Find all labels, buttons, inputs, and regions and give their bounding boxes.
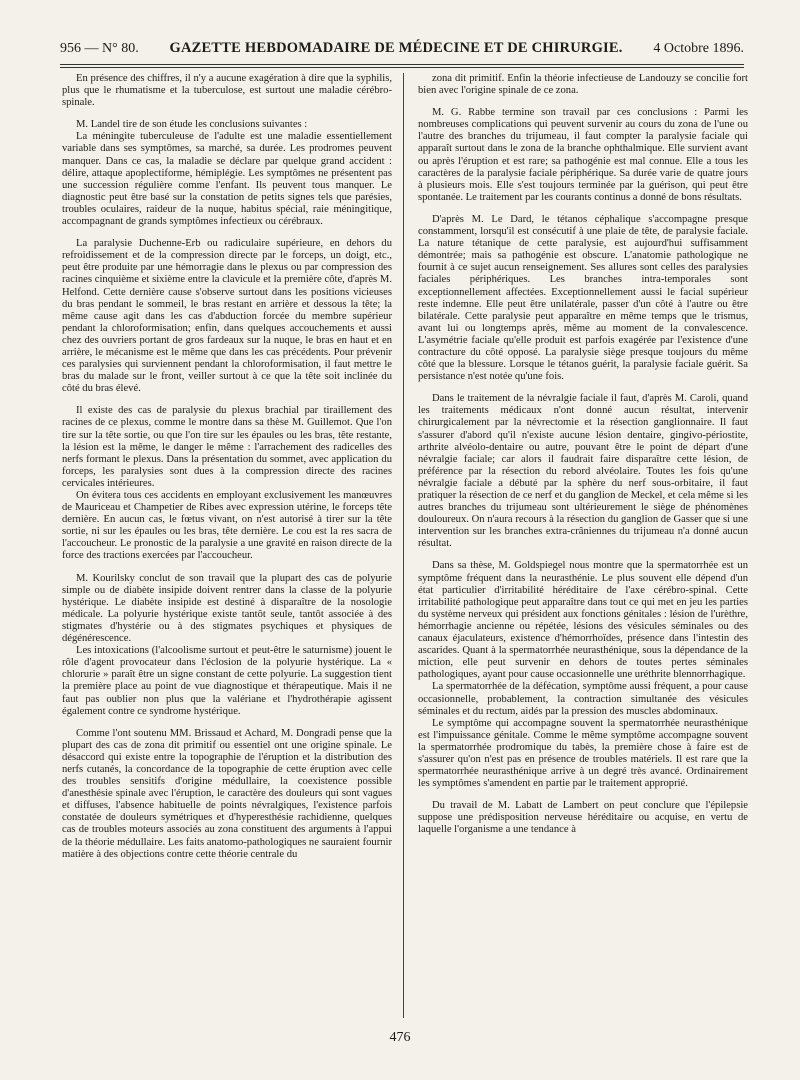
paragraph: zona dit primitif. Enfin la théorie infectieuse de Landouzy se concilie fort bien avec l'origine spinale de ce zona. (418, 73, 748, 97)
paragraph: En présence des chiffres, il n'y a aucune exagération à dire que la syphilis, plus que le rhumatisme et la tuberculose, est surtout une maladie cérébro-spinale. (62, 73, 392, 109)
paragraph: On évitera tous ces accidents en employant exclusivement les manœuvres de Mauriceau et Champetier de Ribes avec expression utérine, le forceps tête dernière. En aucun cas, le fœtus vivant, on n'est autorisé à tirer sur la tête sortie, ni sur les épaules ou les bras, tête dernière. Le cou est la res sacra de l'accoucheur. Le pronostic de la paralysie a une gravité en raison directe de la force des tractions exercées par l'accoucheur. (62, 490, 392, 562)
running-header (60, 40, 744, 62)
header-rule-bottom (60, 67, 744, 68)
paragraph: La paralysie Duchenne-Erb ou radiculaire supérieure, en dehors du refroidissement et de la compression directe par le forceps, un doigt, etc., peut être produite par une hémorragie dans le plexus ou par compression des racines cinquième et sixième entre la clavicule et la première côte, d'après M. Helfond. Cette dernière cause s'observe surtout dans les positions vicieuses du bras pendant le sommeil, le bras restant en arrière et dessous la tête; la même cause agit dans les cas d'abduction forcée du membre supérieur pendant la chloroformisation; enfin, dans quelques accouchements et aussi chez des ouvriers portant de gros fardeaux sur la nuque, le bras en haut et en arrière, le mécanisme est le même que dans les cas précédents. Pour prévenir ces paralysies qui surviennent pendant la chloroformisation, il faut mettre le bras du malade sur le front, veiller surtout à ce que la tête soit inclinée du côté du bras élevé. (62, 238, 392, 395)
header-rule-top (60, 64, 744, 65)
issue-date: 4 Octobre 1896. (653, 41, 744, 56)
paragraph: Dans le traitement de la névralgie faciale il faut, d'après M. Caroli, quand les traitements médicaux n'ont donné aucun résultat, intervenir chirurgicalement par la névrectomie et la résection ganglionnaire. Il faut s'assurer d'abord qu'il n'existe aucune lésion dentaire, gingivo-périostite, arthrite alvéolo-dentaire ou autre, pouvant être le point de départ d'une névralgie faciale; car alors il faudrait faire disparaître cette lésion, de préférence par la résection du rebord alvéolaire. Toutes les fois qu'une névralgie faciale a débuté par la sphère du nerf sous-orbitaire, il faut pratiquer la résection de ce nerf et du ganglion de Meckel, et cela même si les autres branches du trijumeau sont ultérieurement le siège de phénomènes douloureux. On n'aura recours à la résection du ganglion de Gasser que si une intervention sur les branches extra-crâniennes du trijumeau n'a donné aucun résultat. (418, 393, 748, 550)
paragraph: Comme l'ont soutenu MM. Brissaud et Achard, M. Dongradi pense que la plupart des cas de zona dit primitif ou essentiel ont une origine spinale. Le désaccord qui existe entre la topographie de l'éruption et la distribution des nerfs cutanés, la concordance de la topographie de cette éruption avec celle des troubles sensitifs d'origine médullaire, la coexistence possible d'anesthésie spinale avec l'éruption, le caractère des douleurs qui sont vagues et diffuses, l'absence habituelle de points névralgiques, l'existence parfois constatée de douleurs symétriques et d'hyperesthésie rachidienne, quelques cas de troubles moteurs associés au zona constituent des arguments à l'appui de la théorie médullaire. Les faits anatomo-pathologiques ne sauraient fournir matière à des objections contre cette théorie centrale du (62, 727, 392, 860)
column-divider (403, 73, 404, 1018)
paragraph: Le symptôme qui accompagne souvent la spermatorrhée neurasthénique est l'impuissance génitale. Comme le même symptôme accompagne souvent la spermatorrhée prodromique du tabès, la première chose à faire est de s'assurer qu'on n'est pas en présence de troubles matériels. Il est rare que la spermatorrhée neurasthénique arrive à un degré très avancé. Ordinairement les symptômes s'amendent en partie par le traitement approprié. (418, 717, 748, 790)
page-number-header: 956 — N° 80. (60, 41, 139, 56)
paragraph: M. Landel tire de son étude les conclusions suivantes : (76, 119, 308, 131)
left-column (62, 73, 392, 1018)
paragraph: Il existe des cas de paralysie du plexus brachial par tiraillement des racines de ce plexus, comme le montre dans sa thèse M. Guillemot. Que l'on tire sur la tête sortie, ou que l'on tire sur les épaules ou les bras, tête restante, la lésion est la même, le danger le même : l'arrachement des radicelles des nerfs formant le plexus. Dans la présentation du sommet, avec application du forceps, les paralysies sont dues à la compression directe des racines cervicales intérieures. (62, 405, 392, 489)
paragraph: M. G. Rabbe termine son travail par ces conclusions : Parmi les nombreuses complications qui peuvent survenir au cours du zona de l'une ou l'autre des branches du trijumeau, il faut compter la paralysie faciale qui apparaît surtout dans le zona de la branche ophthalmique. Elle survient avant ou après l'éruption et est rare; sa pathogénie est mal connue. Elle a tous les caractères de la paralysie faciale périphérique. Sa durée varie de quatre jours à plusieurs mois. Elle s'est toujours terminée par la guérison, qui peut être spontanée. Le traitement par les courants continus a donné de bons résultats. (418, 107, 748, 203)
right-column (418, 73, 748, 1018)
page-number: 476 (389, 1030, 411, 1045)
paragraph: Les intoxications (l'alcoolisme surtout et peut-être le saturnisme) jouent le rôle d'agent provocateur dans l'éclosion de la polyurie hystérique. La « chlorurie » paraît être un signe constant de cette polyurie. La suggestion tient la première place au point de vue diagnostique et thérapeutique. Mais il ne faut pas oublier non plus que la valériane et l'hydrothérapie agissent également contre ce syndrome hystérique. (62, 645, 392, 717)
paragraph: La spermatorrhée de la défécation, symptôme aussi fréquent, a pour cause occasionnelle, probablement, la contraction simultanée des vésicules séminales et du rectum, aidés par la pression des muscles abdominaux. (418, 681, 748, 717)
paragraph: M. Kourilsky conclut de son travail que la plupart des cas de polyurie simple ou de diabète insipide doivent rentrer dans la classe de la polyurie hystérique. Le diabète insipide est destiné à disparaître de la nosologie médicale. La polyurie hystérique existe tantôt seule, tantôt associée à des stigmates d'hystérie ou à des stigmates psychiques et physiques de dégénérescence. (62, 572, 392, 645)
journal-title: GAZETTE HEBDOMADAIRE DE MÉDECINE ET DE CHIRURGIE. (169, 40, 623, 56)
paragraph: D'après M. Le Dard, le tétanos céphalique s'accompagne presque constamment, lorsqu'il est consécutif à une plaie de tête, de paralysie faciale. La nature tétanique de cette paralysie, est aujourd'hui suffisamment démontrée; mais sa pathogénie est obscure. L'anatomie pathologique ne fournit à ce sujet aucun renseignement. Ses allures sont celles des paralysies faciales périphériques. Les branches intra-temporales sont exceptionnellement affectées. Exceptionnellement aussi le facial supérieur reste indemne. Elle peut être unilatérale, passer d'un côté à l'autre ou être bilatérale. Cette paralysie peut apparaître en même temps que le trismus, avant lui ou longtemps après, même au moment de la convalescence. L'asymétrie faciale qu'elle produit est parfois exagérée par l'existence d'une contracture du côté opposé. La paralysie siège presque toujours du même côté que la blessure. Lorsque le tétanos guérit, la paralysie faciale guérit. Sa persistance n'est notée qu'une fois. (418, 213, 748, 383)
paragraph: Du travail de M. Labatt de Lambert on peut conclure que l'épilepsie suppose une prédisposition nerveuse héréditaire ou acquise, en vertu de laquelle l'organisme a une tendance à (418, 800, 748, 836)
paragraph: Dans sa thèse, M. Goldspiegel nous montre que la spermatorrhée est un symptôme fréquent dans la neurasthénie. Le plus souvent elle dépend d'un état particulier d'irritabilité héréditaire de l'axe cérébro-spinal. Cette irritabilité pathologique peut apparaître dans tout ce qui met en jeu les parties du système nerveux qui président aux fonctions génitales : lésion de l'urèthre, hémorrhagie ancienne ou répétée, lésions des vésicules séminales ou des canaux éjaculateurs, existence d'hémorrhoïdes, présence dans l'intestin des ascarides. Quant à la spermatorrhée neurasthénique, sous la dépendance de la miction, elle peut survenir en dehors de toutes pertes séminales pathologiques, ayant pour cause occasionnelle une uréthrite blennorrhagique. (418, 560, 748, 681)
paragraph: La méningite tuberculeuse de l'adulte est une maladie essentiellement variable dans ses symptômes, sa marché, sa durée. Les prodromes peuvent manquer. Dans ce cas, la maladie se déclare par quelque grand accident : délire, attaque apoplectiforme, hémiplégie. Les symptômes ne présentent pas une succession régulière comme l'enfant. Ils peuvent tous manquer. Le diagnostic peut être basé sur la constation de petits signes tels que parésies, troubles oculaires, raideur de la nuque, habitus spécial, raie méningitique, accompagnant de grands symptômes infectieux ou cérébraux. (62, 131, 392, 228)
